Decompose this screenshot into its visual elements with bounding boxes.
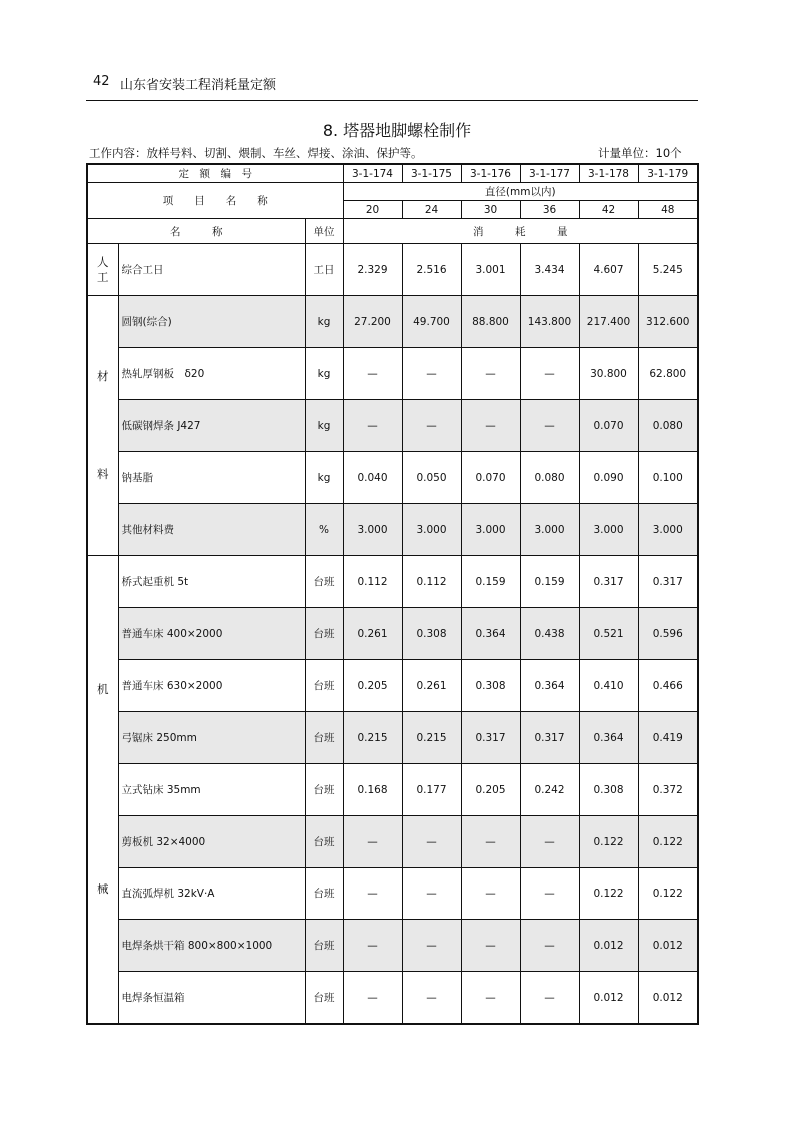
consumption-value: 0.012 bbox=[579, 972, 638, 1025]
consumption-value: 0.100 bbox=[638, 452, 698, 504]
item-unit: 台班 bbox=[305, 712, 343, 764]
item-name: 热轧厚钢板 δ20 bbox=[118, 348, 305, 400]
category-label: 机 bbox=[97, 682, 109, 697]
item-name: 弓锯床 250mm bbox=[118, 712, 305, 764]
consumption-value: 0.364 bbox=[579, 712, 638, 764]
consumption-value: 0.364 bbox=[461, 608, 520, 660]
item-unit: kg bbox=[305, 452, 343, 504]
item-unit: 台班 bbox=[305, 660, 343, 712]
consumption-value: 0.410 bbox=[579, 660, 638, 712]
consumption-value: 0.419 bbox=[638, 712, 698, 764]
item-name: 其他材料费 bbox=[118, 504, 305, 556]
consumption-value: — bbox=[461, 868, 520, 920]
table-row bbox=[87, 816, 698, 868]
consumption-value: — bbox=[520, 348, 579, 400]
diameter-value: 48 bbox=[638, 201, 698, 219]
running-header: 山东省安装工程消耗量定额 bbox=[120, 78, 277, 93]
quota-code: 3-1-179 bbox=[638, 164, 698, 183]
item-name: 钠基脂 bbox=[118, 452, 305, 504]
category-material bbox=[87, 296, 118, 556]
consumption-value: — bbox=[402, 920, 461, 972]
item-unit: 台班 bbox=[305, 608, 343, 660]
consumption-value: 0.308 bbox=[461, 660, 520, 712]
name-column-header: 名 称 bbox=[87, 219, 305, 244]
consumption-value: 0.317 bbox=[579, 556, 638, 608]
consumption-value: 0.317 bbox=[638, 556, 698, 608]
table-row bbox=[87, 712, 698, 764]
header-rule bbox=[86, 100, 698, 101]
consumption-value: 0.122 bbox=[579, 868, 638, 920]
page-number: 42 bbox=[93, 74, 110, 89]
item-unit: kg bbox=[305, 296, 343, 348]
consumption-value: — bbox=[343, 972, 402, 1025]
item-name-label: 项 目 名 称 bbox=[87, 183, 343, 219]
item-name: 普通车床 630×2000 bbox=[118, 660, 305, 712]
diameter-value: 36 bbox=[520, 201, 579, 219]
consumption-value: 62.800 bbox=[638, 348, 698, 400]
table-row bbox=[87, 296, 698, 348]
item-unit: 台班 bbox=[305, 764, 343, 816]
consumption-value: 143.800 bbox=[520, 296, 579, 348]
table-row bbox=[87, 244, 698, 296]
consumption-value: 88.800 bbox=[461, 296, 520, 348]
consumption-value: 0.070 bbox=[579, 400, 638, 452]
consumption-value: 0.466 bbox=[638, 660, 698, 712]
consumption-value: 0.521 bbox=[579, 608, 638, 660]
consumption-value: — bbox=[402, 400, 461, 452]
consumption-value: 3.000 bbox=[579, 504, 638, 556]
consumption-value: — bbox=[520, 816, 579, 868]
consumption-value: 2.516 bbox=[402, 244, 461, 296]
consumption-value: 0.040 bbox=[343, 452, 402, 504]
table-row bbox=[87, 504, 698, 556]
table-row bbox=[87, 764, 698, 816]
consumption-value: 4.607 bbox=[579, 244, 638, 296]
item-unit: 台班 bbox=[305, 816, 343, 868]
consumption-value: 0.012 bbox=[579, 920, 638, 972]
consumption-value: 2.329 bbox=[343, 244, 402, 296]
consumption-value: 3.000 bbox=[343, 504, 402, 556]
diameter-value: 30 bbox=[461, 201, 520, 219]
category-label: 料 bbox=[97, 466, 109, 481]
diameter-value: 42 bbox=[579, 201, 638, 219]
category-label: 械 bbox=[97, 881, 109, 896]
consumption-value: — bbox=[520, 972, 579, 1025]
item-name: 直流弧焊机 32kV·A bbox=[118, 868, 305, 920]
consumption-value: — bbox=[461, 816, 520, 868]
item-unit: kg bbox=[305, 348, 343, 400]
consumption-value: 3.000 bbox=[520, 504, 579, 556]
consumption-value: 3.000 bbox=[461, 504, 520, 556]
consumption-value: — bbox=[402, 972, 461, 1025]
consumption-value: 0.122 bbox=[579, 816, 638, 868]
table-row bbox=[87, 400, 698, 452]
consumption-value: 0.215 bbox=[402, 712, 461, 764]
item-unit: 台班 bbox=[305, 868, 343, 920]
quota-code: 3-1-176 bbox=[461, 164, 520, 183]
consumption-value: 0.317 bbox=[461, 712, 520, 764]
work-content: 工作内容：放样号料、切割、煨制、车丝、焊接、涂油、保护等。 bbox=[89, 146, 423, 160]
item-name: 桥式起重机 5t bbox=[118, 556, 305, 608]
consumption-value: 0.308 bbox=[402, 608, 461, 660]
consumption-value: 0.438 bbox=[520, 608, 579, 660]
consumption-value: 0.177 bbox=[402, 764, 461, 816]
diameter-value: 20 bbox=[343, 201, 402, 219]
consumption-value: 0.159 bbox=[461, 556, 520, 608]
unit-column-header: 单位 bbox=[305, 219, 343, 244]
consumption-value: 0.112 bbox=[343, 556, 402, 608]
consumption-value: 5.245 bbox=[638, 244, 698, 296]
consumption-value: — bbox=[343, 348, 402, 400]
item-unit: 台班 bbox=[305, 972, 343, 1025]
consumption-value: 0.372 bbox=[638, 764, 698, 816]
consumption-value: 0.596 bbox=[638, 608, 698, 660]
consumption-value: 3.001 bbox=[461, 244, 520, 296]
category-label: 人 工 bbox=[97, 254, 109, 284]
item-unit: 台班 bbox=[305, 920, 343, 972]
quota-code: 3-1-177 bbox=[520, 164, 579, 183]
consumption-value: — bbox=[520, 400, 579, 452]
category-machinery bbox=[87, 556, 118, 1025]
consumption-value: 3.000 bbox=[638, 504, 698, 556]
consumption-value: — bbox=[343, 868, 402, 920]
consumption-value: — bbox=[343, 816, 402, 868]
consumption-value: 3.000 bbox=[402, 504, 461, 556]
consumption-value: — bbox=[461, 400, 520, 452]
consumption-value: 0.122 bbox=[638, 868, 698, 920]
quota-code: 3-1-175 bbox=[402, 164, 461, 183]
quota-code-label: 定 额 编 号 bbox=[87, 164, 343, 183]
table-row bbox=[87, 348, 698, 400]
consumption-value: 217.400 bbox=[579, 296, 638, 348]
consumption-value: 0.308 bbox=[579, 764, 638, 816]
table-row bbox=[87, 660, 698, 712]
item-name: 电焊条烘干箱 800×800×1000 bbox=[118, 920, 305, 972]
consumption-value: — bbox=[461, 348, 520, 400]
table-row bbox=[87, 920, 698, 972]
consumption-value: 0.012 bbox=[638, 920, 698, 972]
table-row bbox=[87, 972, 698, 1025]
table-row bbox=[87, 868, 698, 920]
consumption-value: 0.205 bbox=[343, 660, 402, 712]
consumption-value: — bbox=[402, 348, 461, 400]
item-name: 低碳钢焊条 J427 bbox=[118, 400, 305, 452]
consumption-value: 0.012 bbox=[638, 972, 698, 1025]
consumption-value: 0.261 bbox=[402, 660, 461, 712]
consumption-value: 0.122 bbox=[638, 816, 698, 868]
item-name: 综合工日 bbox=[118, 244, 305, 296]
consumption-value: — bbox=[402, 868, 461, 920]
consumption-value: 0.215 bbox=[343, 712, 402, 764]
consumption-value: 3.434 bbox=[520, 244, 579, 296]
consumption-value: 0.364 bbox=[520, 660, 579, 712]
quota-code: 3-1-178 bbox=[579, 164, 638, 183]
category-labor bbox=[87, 244, 118, 296]
consumption-value: 0.242 bbox=[520, 764, 579, 816]
consumption-value: 0.168 bbox=[343, 764, 402, 816]
diameter-label: 直径(mm以内) bbox=[343, 183, 698, 201]
table-row bbox=[87, 556, 698, 608]
table-row bbox=[87, 608, 698, 660]
consumption-value: 0.317 bbox=[520, 712, 579, 764]
consumption-value: — bbox=[343, 400, 402, 452]
table-row bbox=[87, 452, 698, 504]
consumption-value: — bbox=[461, 920, 520, 972]
item-unit: % bbox=[305, 504, 343, 556]
diameter-value: 24 bbox=[402, 201, 461, 219]
item-unit: 工日 bbox=[305, 244, 343, 296]
item-name: 立式钻床 35mm bbox=[118, 764, 305, 816]
consumption-value: 49.700 bbox=[402, 296, 461, 348]
item-unit: kg bbox=[305, 400, 343, 452]
consumption-value: 0.261 bbox=[343, 608, 402, 660]
item-unit: 台班 bbox=[305, 556, 343, 608]
item-name: 圆钢(综合) bbox=[118, 296, 305, 348]
category-label: 材 bbox=[97, 369, 109, 384]
consumption-value: 0.070 bbox=[461, 452, 520, 504]
item-name: 剪板机 32×4000 bbox=[118, 816, 305, 868]
unit-note: 计量单位：10个 bbox=[598, 146, 682, 160]
section-title: 8. 塔器地脚螺栓制作 bbox=[322, 121, 472, 140]
consumption-value: 0.205 bbox=[461, 764, 520, 816]
consumption-value: 27.200 bbox=[343, 296, 402, 348]
consumption-value: — bbox=[402, 816, 461, 868]
consumption-value: — bbox=[343, 920, 402, 972]
consumption-value: — bbox=[461, 972, 520, 1025]
consumption-value: — bbox=[520, 868, 579, 920]
consumption-header: 消 耗 量 bbox=[343, 219, 698, 244]
item-name: 电焊条恒温箱 bbox=[118, 972, 305, 1025]
consumption-value: 0.159 bbox=[520, 556, 579, 608]
quota-table bbox=[86, 163, 699, 1025]
consumption-value: — bbox=[520, 920, 579, 972]
consumption-value: 0.080 bbox=[520, 452, 579, 504]
quota-code: 3-1-174 bbox=[343, 164, 402, 183]
item-name: 普通车床 400×2000 bbox=[118, 608, 305, 660]
consumption-value: 0.080 bbox=[638, 400, 698, 452]
consumption-value: 0.090 bbox=[579, 452, 638, 504]
consumption-value: 312.600 bbox=[638, 296, 698, 348]
consumption-value: 0.112 bbox=[402, 556, 461, 608]
consumption-value: 0.050 bbox=[402, 452, 461, 504]
consumption-value: 30.800 bbox=[579, 348, 638, 400]
